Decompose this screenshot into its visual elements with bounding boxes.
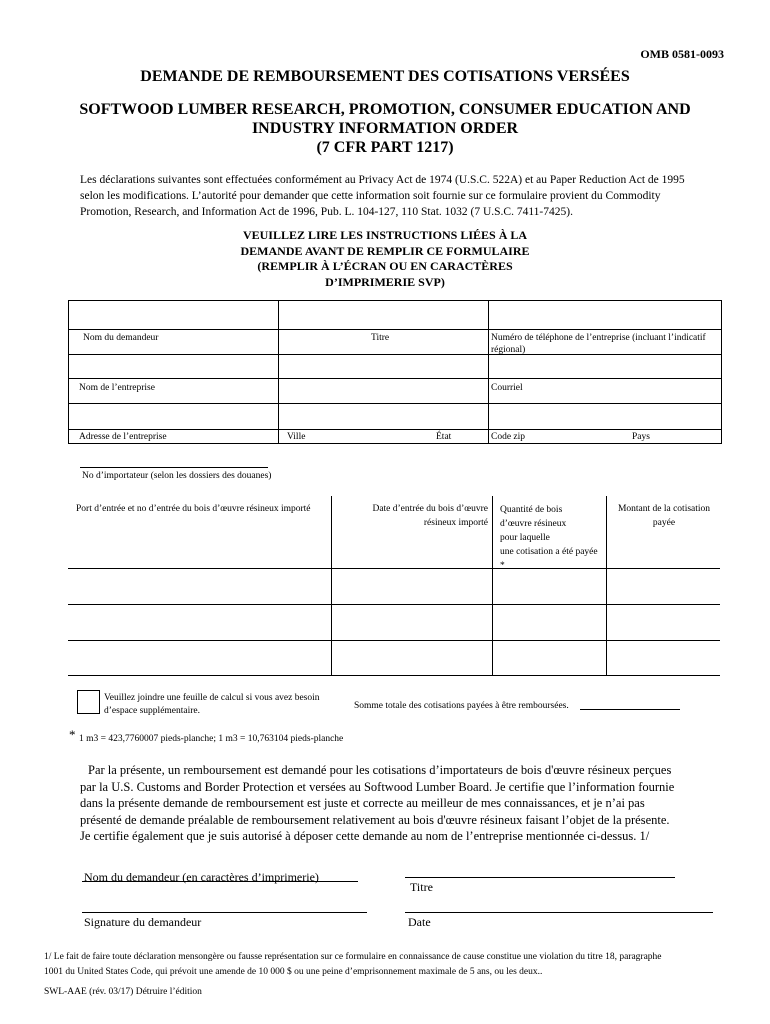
divider [69, 429, 721, 430]
divider [68, 675, 720, 676]
applicant-name-label: Nom du demandeur [83, 333, 159, 343]
col-header-amount [608, 503, 720, 529]
instructions-line: D’IMPRIMERIE SVP) [325, 274, 445, 289]
certification-line: présenté de demande préalable de remboursement relativement au bois d'œuvre résineux faisant l’objet de la présente. [80, 812, 670, 827]
state-label: État [436, 432, 452, 442]
instructions-notice [200, 228, 570, 290]
col-header-line: Date d’entrée du bois d’œuvre [372, 504, 488, 514]
omb-number: OMB 0581-0093 [640, 47, 724, 61]
zip-country-field[interactable] [489, 404, 721, 429]
intro-paragraph [80, 172, 700, 220]
col-header-line: payée [652, 518, 676, 528]
col-header-line: Quantité de bois [500, 505, 563, 515]
importer-number-label: No d’importateur (selon les dossiers des douanes) [82, 471, 272, 481]
divider [69, 329, 721, 330]
divider [69, 378, 721, 379]
zip-label: Code zip [491, 432, 526, 442]
total-label: Somme totale des cotisations payées à être remboursées. [354, 701, 569, 711]
company-name-label: Nom de l’entreprise [79, 383, 155, 393]
date-label: Date [408, 915, 431, 929]
phone-label-line: Numéro de téléphone de l’entreprise (incluant l’indicatif [491, 333, 706, 343]
instructions-line: VEUILLEZ LIRE LES INSTRUCTIONS LIÉES À LA [242, 228, 528, 242]
applicant-title-field[interactable] [279, 301, 488, 329]
col-header-quantity [500, 503, 610, 573]
city-label: Ville [287, 432, 306, 442]
date-line[interactable] [405, 912, 713, 913]
col-header-port: Port d’entrée et no d’entrée du bois d’œuvre résineux importé [76, 504, 311, 514]
col-header-line: Montant de la cotisation [617, 504, 711, 514]
table-row[interactable] [68, 569, 720, 604]
certification-line: par la U.S. Customs and Border Protection et versées au Softwood Lumber Board. Je certifie que l’information fournie [80, 779, 675, 794]
page-subtitle [60, 100, 710, 157]
col-header-line: résineux importé [423, 518, 488, 528]
table-row[interactable] [68, 641, 720, 675]
intro-line: Promotion, Research, and Information Act de 1996, Pub. L. 104-127, 110 Stat. 1032 (7 U.S.C. 7411-7425). [80, 206, 573, 218]
table-row[interactable] [68, 605, 720, 640]
attach-line: Veuillez joindre une feuille de calcul si vous avez besoin [104, 693, 320, 703]
footnote-line: 1/ Le fait de faire toute déclaration mensongère ou fausse représentation sur ce formulaire en connaissance de cause constitue une violation du titre 18, paragraphe [44, 952, 662, 962]
company-name-field[interactable] [69, 355, 488, 378]
col-header-date [338, 503, 488, 529]
col-header-line: une cotisation a été payée [500, 547, 598, 557]
col-header-line: pour laquelle [500, 533, 550, 543]
printed-name-label: Nom du demandeur (en caractères d’imprimerie) [84, 870, 319, 884]
email-label: Courriel [491, 383, 523, 393]
applicant-info-grid [68, 300, 722, 444]
conversion-note: 1 m3 = 423,7760007 pieds-planche; 1 m3 = 10,763104 pieds-planche [79, 734, 344, 744]
instructions-line: (REMPLIR À L’ÉCRAN OU EN CARACTÈRES [257, 259, 513, 273]
conversion-star: * [69, 727, 76, 742]
certification-paragraph [80, 762, 700, 845]
intro-line: Les déclarations suivantes sont effectuées conformément au Privacy Act de 1974 (U.S.C. 522A) et au Paper Reduction Act de 1995 [80, 174, 685, 186]
footnote-line: 1001 du United States Code, qui prévoit une amende de 10 000 $ ou une peine d’emprisonnement maximale de 5 ans, ou les deux.. [44, 967, 543, 977]
attach-sheet-label [104, 692, 344, 718]
title-label: Titre [410, 880, 433, 894]
certification-line: Par la présente, un remboursement est demandé pour les cotisations d’importateurs de bois d'œuvre résineux perçues [88, 763, 672, 777]
applicant-phone-field[interactable] [489, 301, 721, 329]
applicant-name-field[interactable] [69, 301, 278, 329]
form-id: SWL-AAE (rév. 03/17) Détruire l’édition [44, 987, 202, 997]
col-header-line: d’œuvre résineux [500, 519, 567, 529]
subtitle-line: SOFTWOOD LUMBER RESEARCH, PROMOTION, CONSUMER EDUCATION AND [79, 101, 691, 118]
email-field[interactable] [489, 355, 721, 378]
signature-label: Signature du demandeur [84, 915, 202, 929]
total-amount-line[interactable] [580, 709, 680, 710]
col-header-line: * [500, 561, 505, 571]
attach-sheet-checkbox[interactable] [77, 690, 100, 714]
title-line[interactable] [405, 877, 675, 878]
address-label: Adresse de l’entreprise [79, 432, 167, 442]
instructions-line: DEMANDE AVANT DE REMPLIR CE FORMULAIRE [240, 243, 530, 258]
certification-line: Je certifie également que je suis autorisé à déposer cette demande au nom de l’entreprise mentionnée ci-dessus. 1/ [80, 829, 650, 843]
phone-label-line: régional) [491, 345, 526, 355]
address-field[interactable] [69, 404, 278, 429]
importer-number-line[interactable] [80, 467, 268, 468]
country-label: Pays [632, 432, 650, 442]
subtitle-line: (7 CFR PART 1217) [316, 139, 454, 156]
phone-label [491, 332, 723, 356]
attach-line: d’espace supplémentaire. [104, 706, 201, 716]
applicant-title-label: Titre [371, 333, 390, 343]
page-title: DEMANDE DE REMBOURSEMENT DES COTISATIONS VERSÉES [140, 68, 630, 85]
printed-name-line[interactable] [82, 881, 358, 882]
signature-line[interactable] [82, 912, 367, 913]
footnote [44, 950, 724, 980]
certification-line: dans la présente demande de remboursement est juste et correcte au meilleur de mes connaissances, et je n’ai pas [80, 796, 645, 810]
city-state-field[interactable] [279, 404, 488, 429]
entries-table [68, 496, 720, 676]
intro-line: selon les modifications. L’autorité pour demander que cette information soit fournie sur ce formulaire provient du Commodity [80, 190, 661, 202]
subtitle-line: INDUSTRY INFORMATION ORDER [251, 120, 519, 137]
